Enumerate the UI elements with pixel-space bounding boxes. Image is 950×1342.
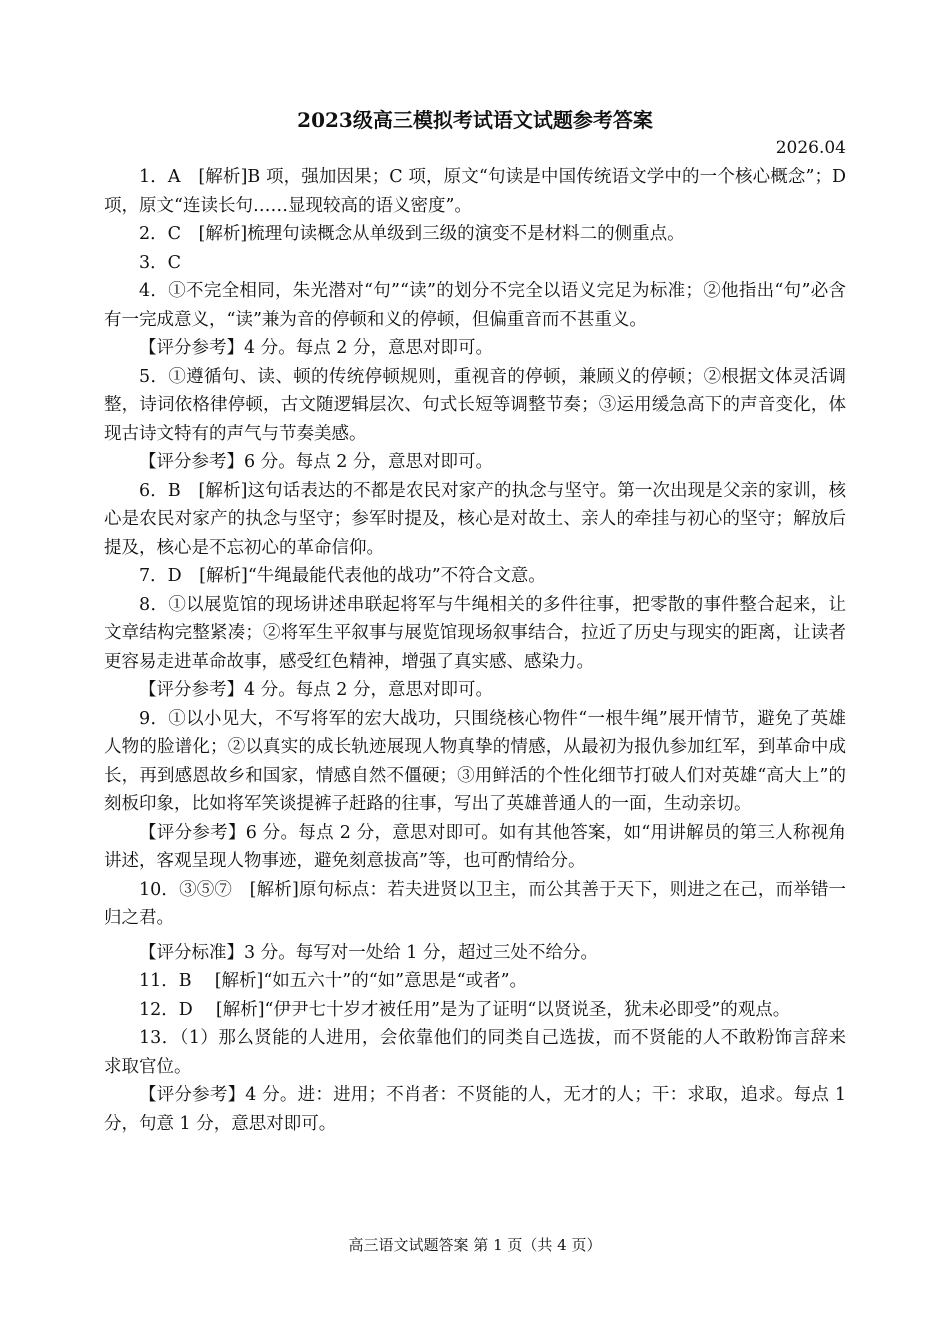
answer-list: [104, 163, 846, 1138]
answer-q6: 6．B [解析]这句话表达的不都是农民对家产的执念与坚守。第一次出现是父亲的家训，核心是农民对家产的执念与坚守；参军时提及，核心是对故土、亲人的牵挂与初心的坚守；解放后提及，核心是不忘初心的革命信仰。: [104, 480, 846, 558]
scoring-q8: 【评分参考】4 分。每点 2 分，意思对即可。: [139, 680, 493, 700]
scoring-q5: 【评分参考】6 分。每点 2 分，意思对即可。: [139, 452, 493, 472]
page-footer: 高三语文试题答案 第 1 页（共 4 页）: [348, 1236, 602, 1254]
scoring-q10: 【评分标准】3 分。每写对一处给 1 分，超过三处不给分。: [139, 942, 598, 963]
scoring-q13: 【评分参考】4 分。进：进用；不肖者：不贤能的人，无才的人；干：求取，追求。每点 1 分，句意 1 分，意思对即可。: [104, 1085, 846, 1134]
answer-q7: 7．D [解析]“牛绳最能代表他的战功”不符合文意。: [139, 566, 546, 586]
answer-q4: 4．①不完全相同，朱光潜对“句”“读”的划分不完全以语义完足为标准；②他指出“句”必含有一完成意义，“读”兼为音的停顿和义的停顿，但偏重音而不甚重义。: [104, 281, 846, 330]
answer-q12: 12．D [解析]“伊尹七十岁才被任用”是为了证明“以贤说圣，犹未必即受”的观点。: [139, 999, 791, 1020]
answer-q13: 13．（1）那么贤能的人进用，会依靠他们的同类自己选拔，而不贤能的人不敢粉饰言辞来求取官位。: [104, 1028, 846, 1077]
answer-q8: 8．①以展览馆的现场讲述串联起将军与牛绳相关的多件往事，把零散的事件整合起来，让文章结构完整紧凑；②将军生平叙事与展览馆现场叙事结合，拉近了历史与现实的距离，让读者更容易走进革命故事，感受红色精神，增强了真实感、感染力。: [104, 594, 846, 672]
page-title: 2023级高三模拟考试语文试题参考答案: [297, 108, 653, 132]
answer-q2: 2．C [解析]梳理句读概念从单级到三级的演变不是材料二的侧重点。: [139, 224, 685, 244]
scoring-q4: 【评分参考】4 分。每点 2 分，意思对即可。: [139, 338, 493, 358]
answer-q3: 3．C: [139, 252, 182, 273]
scoring-q9: 【评分参考】6 分。每点 2 分，意思对即可。如有其他答案，如“用讲解员的第三人称视角讲述，客观呈现人物事迹，避免刻意拔高”等，也可酌情给分。: [104, 822, 846, 871]
answer-q5: 5．①遵循句、读、顿的传统停顿规则，重视音的停顿，兼顾义的停顿；②根据文体灵活调整，诗词依格律停顿，古文随逻辑层次、句式长短等调整节奏；③运用缓急高下的声音变化，体现古诗文特有的声气与节奏美感。: [104, 366, 846, 444]
answer-q10: 10．③⑤⑦ [解析]原句标点：若夫进贤以卫主，而公其善于天下，则进之在己，而举错一归之君。: [104, 879, 846, 928]
answer-q11: 11．B [解析]“如五六十”的“如”意思是“或者”。: [139, 971, 528, 991]
answer-q1: 1．A [解析]B 项，强加因果；C 项，原文“句读是中国传统语文学中的一个核心概念”；D 项，原文“连读长句……显现较高的语义密度”。: [104, 167, 846, 216]
answer-q9: 9．①以小见大，不写将军的宏大战功，只围绕核心物件“一根牛绳”展开情节，避免了英雄人物的脸谱化；②以真实的成长轨迹展现人物真挚的情感，从最初为报仇参加红军，到革命中成长，再到感恩故乡和国家，情感自然不僵硬；③用鲜活的个性化细节打破人们对英雄“高大上”的刻板印象，比如将军笑谈提裤子赶路的往事，写出了英雄普通人的一面，生动亲切。: [104, 708, 846, 814]
exam-date: 2026.04: [775, 138, 846, 158]
